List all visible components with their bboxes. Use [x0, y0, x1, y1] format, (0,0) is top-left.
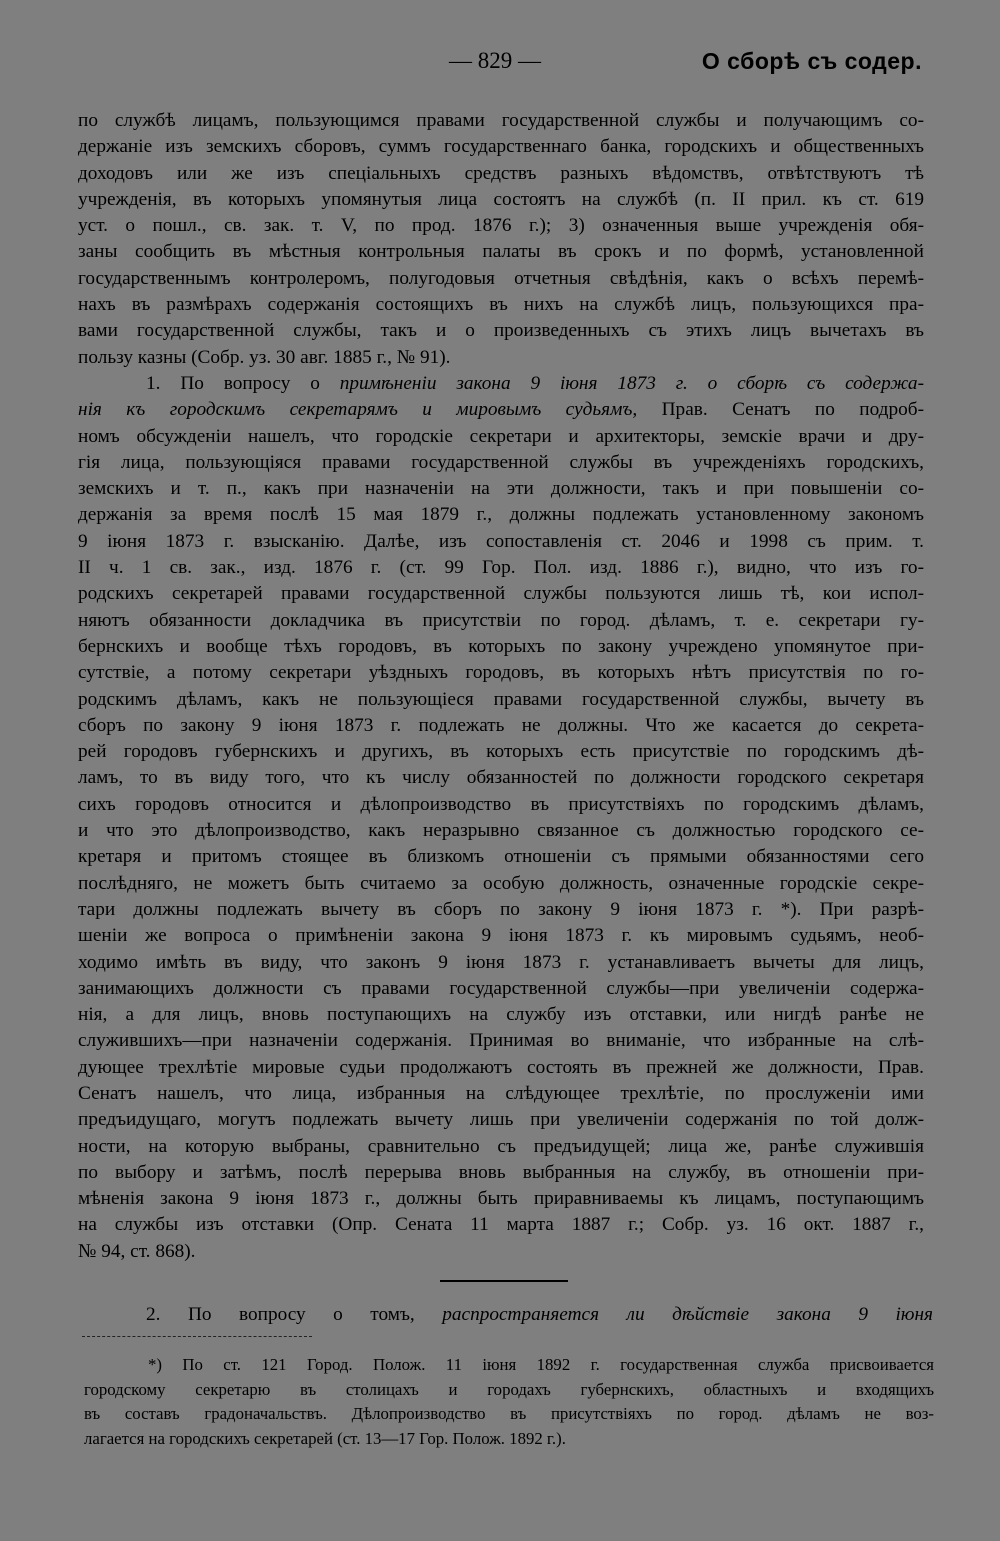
footnote-line: въ составъ градоначальствъ. Дѣлопроизводство въ присутствіяхъ по город. дѣламъ не воз- — [84, 1404, 934, 1423]
text-line: номъ обсужденіи нашелъ, что городскіе секретари и архитекторы, земскіе врачи и дру- — [78, 425, 924, 447]
text-line: 9 іюня 1873 г. взысканію. Далѣе, изъ сопоставленія ст. 2046 и 1998 съ прим. т. — [78, 530, 924, 552]
text-line: сборъ по закону 9 іюня 1873 г. подлежать не должны. Что же касается до секрета- — [78, 714, 924, 736]
text-line: занимающихъ должности съ правами государственной службы—при увеличеніи содержа- — [78, 977, 924, 999]
section-divider — [440, 1280, 568, 1282]
paragraph-1-italic-topic: примѣненіи закона 9 іюня 1873 г. о сборѣ съ содержа- — [339, 372, 924, 394]
text-line: родскимъ дѣламъ, какъ не пользующіеся правами государственной службы, вычету въ — [78, 688, 924, 710]
text-line: родскихъ секретарей правами государственной службы пользуются лишь тѣ, кои испол- — [78, 583, 924, 605]
page-header — [0, 48, 1000, 84]
text-line: уст. о пошл., св. зак. т. V, по прод. 1876 г.); 3) означенныя выше учрежденія обя- — [78, 215, 924, 237]
paragraph-1-italic-topic-cont: нія къ городскимъ секретарямъ и мировымъ судьямъ, — [78, 399, 638, 421]
running-title: О сборѣ съ содер. — [701, 48, 922, 74]
paragraph-2-text: 2. По вопросу о томъ, — [146, 1304, 443, 1325]
text-line: предъидущаго, могутъ подлежать вычету лишь при увеличеніи содержанія по той долж- — [78, 1109, 924, 1131]
paragraph-1-number-text: 1. По вопросу о — [146, 372, 340, 394]
page-number: — 829 — — [449, 48, 541, 73]
text-line: тари должны подлежать вычету въ сборъ по закону 9 іюня 1873 г. *). При разрѣ- — [78, 898, 924, 920]
footnote — [84, 1353, 934, 1451]
text-line: нахъ въ размѣрахъ содержанія состоящихъ въ нихъ на службѣ лицъ, пользующихся пра- — [78, 294, 924, 316]
text-line: мѣненія закона 9 іюня 1873 г., должны быть приравниваемы къ лицамъ, поступающимъ — [78, 1188, 924, 1210]
text-line: заны сообщить въ мѣстныя контрольныя палаты въ срокъ и по формѣ, установленной — [78, 241, 924, 263]
footnote-divider — [82, 1336, 312, 1338]
text-line: по выбору и затѣмъ, послѣ перерыва вновь выбранныя на службу, въ отношеніи при- — [78, 1161, 924, 1183]
text-line: ности, на которую выбраны, сравнительно съ предъидущей; лица же, ранѣе служившія — [78, 1135, 924, 1157]
text-line: земскихъ и т. п., какъ при назначеніи на эти должности, такъ и при повышеніи со- — [78, 478, 924, 500]
text-line: государственнымъ контролеромъ, полугодовыя отчетныя свѣдѣнія, какъ о всѣхъ перемѣ- — [78, 267, 924, 289]
text-line: сихъ городовъ относится и дѣлопроизводство въ присутствіяхъ по городскимъ дѣламъ, — [78, 793, 924, 815]
text-line: вами государственной службы, такъ и о произведенныхъ съ этихъ лицъ вычетахъ въ — [78, 320, 924, 342]
paragraph-1-second-line — [78, 397, 924, 423]
text-line: служившихъ—при назначеніи содержанія. Принимая во вниманіе, что избранные на слѣ- — [78, 1030, 924, 1052]
paragraph-2-italic-topic: распространяется ли дѣйствіе закона 9 іюня — [442, 1304, 934, 1325]
text-line: II ч. 1 св. зак., изд. 1876 г. (ст. 99 Гор. Пол. изд. 1886 г.), видно, что изъ го- — [78, 557, 924, 579]
footnote-line: лагается на городскихъ секретарей (ст. 13—17 Гор. Полож. 1892 г.). — [84, 1428, 566, 1448]
footnote-line: городскому секретарю въ столицахъ и городахъ губернскихъ, областныхъ и входящихъ — [84, 1379, 934, 1399]
text-line: по службѣ лицамъ, пользующимся правами государственной службы и получающимъ со- — [78, 110, 924, 131]
text-line: пользу казны (Собр. уз. 30 авг. 1885 г., № 91). — [78, 346, 451, 368]
main-text — [78, 108, 924, 1265]
text-line: послѣдняго, не можетъ быть считаемо за особую должность, означенные городскіе секре- — [78, 872, 924, 894]
paragraph-2 — [78, 1302, 933, 1328]
text-line: сутствіе, а потому секретари уѣздныхъ городовъ, въ которыхъ нѣтъ присутствія по го- — [78, 662, 924, 684]
text-line: учрежденія, въ которыхъ упомянутыя лица состоятъ на службѣ (п. II прил. къ ст. 619 — [78, 188, 924, 210]
paragraph-2-first-line — [78, 1302, 933, 1328]
text-line: Сенатъ нашелъ, что лица, избранныя на слѣдующее трехлѣтіе, по прослуженіи ими — [78, 1082, 924, 1104]
paragraph-1-first-line — [78, 371, 924, 397]
footnote-line: *) По ст. 121 Город. Полож. 11 іюня 1892 г. государственная служба присвоивается — [148, 1355, 934, 1374]
text-line: рей городовъ губернскихъ и другихъ, въ которыхъ есть присутствіе по городскимъ дѣ- — [78, 741, 924, 763]
text-line: доходовъ или же изъ спеціальныхъ средствъ разныхъ вѣдомствъ, отвѣтствуютъ тѣ — [78, 162, 924, 184]
text-line: нія, а для лицъ, вновь поступающихъ на службу изъ отставки, или нигдѣ ранѣе не — [78, 1004, 924, 1026]
text-line: № 94, ст. 868). — [78, 1240, 196, 1262]
text-line: кретаря и притомъ стоящее въ близкомъ отношеніи съ прямыми обязанностями сего — [78, 846, 924, 868]
paragraph-1-text: Прав. Сенатъ по подроб- — [637, 399, 924, 421]
text-line: шеніи же вопроса о примѣненіи закона 9 іюня 1873 г. къ мировымъ судьямъ, необ- — [78, 925, 924, 947]
text-line: и что это дѣлопроизводство, какъ неразрывно связанное съ должностью городского се- — [78, 820, 924, 842]
text-line: держаніе изъ земскихъ сборовъ, суммъ государственнаго банка, городскихъ и общественныхъ — [78, 136, 924, 158]
text-line: держанія за время послѣ 15 мая 1879 г., должны подлежать установленному закономъ — [78, 504, 924, 526]
text-line: на службы изъ отставки (Опр. Сената 11 марта 1887 г.; Собр. уз. 16 окт. 1887 г., — [78, 1214, 924, 1236]
text-line: бернскихъ и вообще тѣхъ городовъ, въ которыхъ по закону учреждено упомянутое при- — [78, 635, 924, 657]
text-line: ламъ, то въ виду того, что къ числу обязанностей по должности городского секретаря — [78, 767, 924, 789]
text-line: дующее трехлѣтіе мировые судьи продолжаютъ состоять въ прежней же должности, Прав. — [78, 1056, 924, 1078]
text-line: гія лица, пользующіяся правами государственной службы въ учрежденіяхъ городскихъ, — [78, 451, 924, 473]
text-line: ходимо имѣть въ виду, что законъ 9 іюня 1873 г. устанавливаетъ вычеты для лицъ, — [78, 951, 924, 973]
text-line: няютъ обязанности докладчика въ присутствіи по город. дѣламъ, т. е. секретари гу- — [78, 609, 924, 631]
